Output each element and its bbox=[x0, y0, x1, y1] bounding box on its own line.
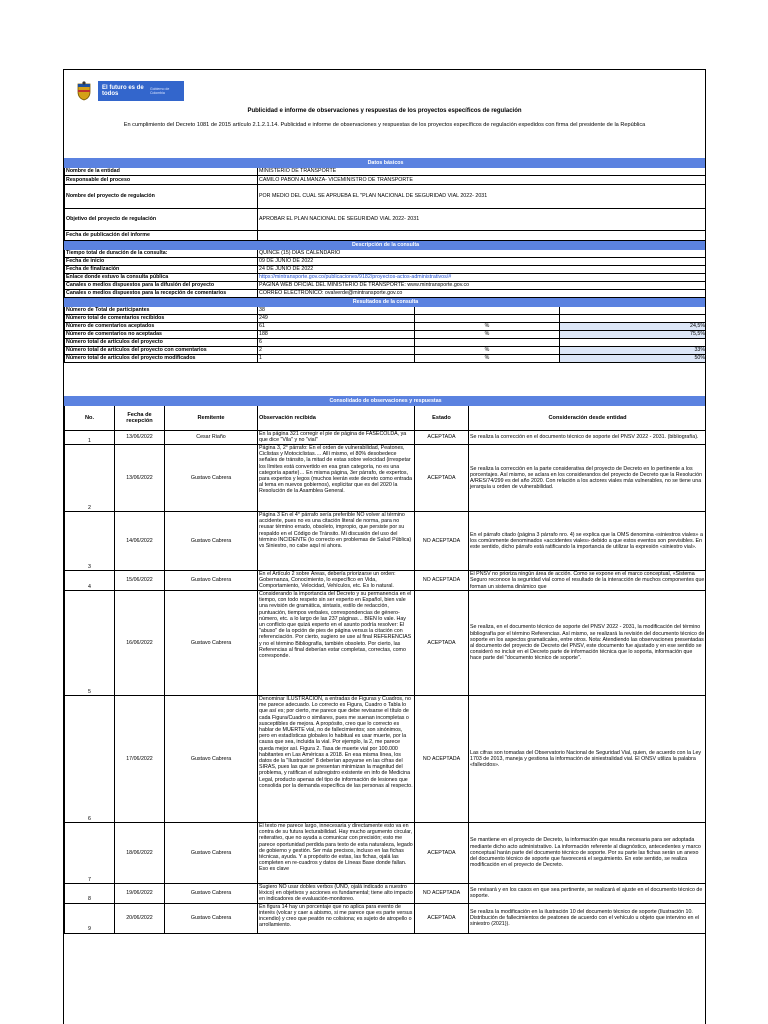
table-row bbox=[65, 884, 707, 904]
row-status: NO ACEPTADA bbox=[415, 696, 469, 823]
info-row bbox=[65, 266, 707, 274]
info-row bbox=[65, 231, 707, 241]
row-observation: Denominar ILUSTRACIÓN, a entradas de Figuras y Cuadros, no me parece adecuado. Lo correcto es Figura, Cuadro o Tabla lo que así es; por cierto, me parece que debe revisarse el título de cada Figura/Cuadro o similares, pues me suenan incompletas o susceptibles de mejora. A propósito, creo que lo correcto es hablar de MUERTE vial, no de fallecimientos; son sinónimos, pero en estadísticas globales lo habitual es usar muerte, por la causa que sea, incluida la vial. Por ejemplo, la 2, me parece queda mejor así. Figura 2. Tasa de muerte vial por 100.000 habitantes en Las Américas a 2018. En esa misma línea, los datos de la "Ilustración" 8 deberían apoyarse en las cifras del SIRAS, pues las que se presentan minimizan la magnitud del problema, y ratifican el subregistro existente en info de Medicina Legal, producto apenas del tipo de información de lesiones que consolida por la demanda específica de las personas al respecto. bbox=[258, 696, 415, 823]
row-sender: Gustavo Cabrera bbox=[165, 512, 258, 571]
field-label: Tiempo total de duración de la consulta: bbox=[65, 250, 258, 258]
row-date: 13/06/2022 bbox=[115, 445, 165, 512]
field-value bbox=[258, 231, 707, 241]
table-row bbox=[65, 823, 707, 884]
info-row bbox=[65, 176, 707, 185]
table-row bbox=[65, 591, 707, 696]
result-value: 6 bbox=[258, 339, 415, 347]
result-row bbox=[65, 339, 707, 347]
result-symbol: % bbox=[415, 355, 560, 363]
field-value: PÁGINA WEB OFICIAL DEL MINISTERIO DE TRANSPORTE: www.mintransporte.gov.co bbox=[258, 282, 707, 290]
info-row bbox=[65, 258, 707, 266]
row-sender: Gustavo Cabrera bbox=[165, 591, 258, 696]
result-row bbox=[65, 315, 707, 323]
observations-header bbox=[65, 406, 707, 431]
result-symbol: % bbox=[415, 331, 560, 339]
row-observation: Página 3 En el 4° párrafo sería preferible NO volver al término accidente, pues no es una citación literal de norma, para no reusar término errado, obsoleto, impropio, que persiste por su respaldo en el Código de Tránsito. Mi discusión del uso del término INCIDENTE (lo correcto en problemas de Salud Pública) vs Siniestro, no cabe aquí ni ahora. bbox=[258, 512, 415, 571]
row-consideration: Se realiza la corrección en el documento técnico de soporte del PNSV 2022 - 2031. (bibliografía). bbox=[469, 431, 707, 445]
row-status: NO ACEPTADA bbox=[415, 884, 469, 904]
field-label: Fecha de finalización bbox=[65, 266, 258, 274]
table-row bbox=[65, 512, 707, 571]
col-header-estado: Estado bbox=[415, 406, 469, 431]
row-consideration: Se revisará y en los casos en que sea pertinente, se realizará el ajuste en el documento técnico de soporte. bbox=[469, 884, 707, 904]
logo-banner bbox=[98, 81, 184, 101]
row-sender: Gustavo Cabrera bbox=[165, 903, 258, 933]
result-row bbox=[65, 331, 707, 339]
field-label: Nombre del proyecto de regulación bbox=[65, 185, 258, 209]
info-row bbox=[65, 209, 707, 231]
result-row bbox=[65, 323, 707, 331]
row-date: 14/06/2022 bbox=[115, 512, 165, 571]
field-value: 09 DE JUNIO DE 2022 bbox=[258, 258, 707, 266]
section-datos-basicos: Datos básicos bbox=[65, 159, 707, 168]
field-label: Objetivo del proyecto de regulación bbox=[65, 209, 258, 231]
report-sheet bbox=[63, 69, 706, 1024]
row-date: 17/06/2022 bbox=[115, 696, 165, 823]
row-number: 1 bbox=[65, 431, 115, 445]
info-row bbox=[65, 168, 707, 176]
table-row bbox=[65, 696, 707, 823]
result-percent bbox=[560, 339, 707, 347]
field-label: Enlace donde estuvo la consulta pública bbox=[65, 274, 258, 282]
col-header-no: No. bbox=[65, 406, 115, 431]
row-observation: En la página 321 corregir el pie de página de FASECOLDA, ya que dice "Vila" y no "vial" bbox=[258, 431, 415, 445]
col-header-remitente: Remitente bbox=[165, 406, 258, 431]
table-row bbox=[65, 903, 707, 933]
gov-logo bbox=[74, 80, 184, 102]
result-label: Número total de comentarios recibidos bbox=[65, 315, 258, 323]
result-percent bbox=[560, 315, 707, 323]
result-value: 61 bbox=[258, 323, 415, 331]
row-consideration: Se realiza la corrección en la parte considerativa del proyecto de Decreto en lo pertinente a los porcentajes. Así mismo, se aclara en los considerandos del proyecto de Decreto que la Resolución A/RES/74/299 es del año 2020. Con relación a los actores viales más vulnerables, no se tiene una jerarquía u orden de vulnerabilidad. bbox=[469, 445, 707, 512]
row-consideration: El PNSV no prioriza ningún área de acción. Como se expone en el marco conceptual, «Sistema Seguro reconoce la seguridad vial como el resultado de la interacción de muchos componentes que forman un sistema dinámico que bbox=[469, 571, 707, 591]
row-date: 16/06/2022 bbox=[115, 591, 165, 696]
col-header-fecha: Fecha de recepción bbox=[115, 406, 165, 431]
result-row bbox=[65, 355, 707, 363]
result-percent bbox=[560, 307, 707, 315]
info-row bbox=[65, 290, 707, 298]
info-row bbox=[65, 185, 707, 209]
result-label: Número total de artículos del proyecto con comentarios bbox=[65, 347, 258, 355]
row-status: ACEPTADA bbox=[415, 903, 469, 933]
result-symbol: % bbox=[415, 323, 560, 331]
row-observation: Considerando la importancia del Decreto y su permanencia en el tiempo, con todo respeto sin ser experto en Español, bien vale una revisión de gramática, sintaxis, estilo de redacción, puntuación, tiempos verbales, correspondencias de género-número, etc. a lo largo de las 237 páginas… BIEN lo vale. Hay un conflicto que quizá experto en el asunto podría resolver: El "abuso" de la opción de pies de página versus la citación con referenciación. Por cierto, sugiero se use al final REFERENCIAS y no el término Bibliografía, también obsoleto. Por cierto, las Referencias al final deberían estar completas, correctas, como corresponde. bbox=[258, 591, 415, 696]
row-number: 4 bbox=[65, 571, 115, 591]
row-consideration: Se mantiene en el proyecto de Decreto, la información que resulta necesaria para ser adoptada mediante dicho acto administrativo. La información referente al diagnóstico, antecedentes y marco conceptual harán parte del documento técnico de soporte. Por su parte las fichas serán un anexo del documento técnico de soporte que favorecerá el seguimiento. En este sentido, se realiza modificación en el proyecto de Decreto. bbox=[469, 823, 707, 884]
result-symbol: % bbox=[415, 347, 560, 355]
row-date: 18/06/2022 bbox=[115, 823, 165, 884]
row-observation: El texto me parece largo, innecesaria y directamente esto va en contra de su futura lecturabilidad. Hay mucho argumento circular, reiterativo, que no ayuda a comunicar con precisión; esto me parece oportunidad perdida para texto de esta naturaleza, legado de gobierno y gestión. Ser más precisos, incluso en las fichas técnicas, ayuda. Y a propósito de estas, las fichas, ojalá las completen en re-cuadros y datos de Líneas Base donde fallan. Eso es clave bbox=[258, 823, 415, 884]
result-symbol bbox=[415, 307, 560, 315]
result-label: Número de comentarios aceptados bbox=[65, 323, 258, 331]
row-sender: Gustavo Cabrera bbox=[165, 445, 258, 512]
result-value: 2 bbox=[258, 347, 415, 355]
row-consideration: En el párrafo citado (página 3 párrafo nro. 4) se explica que la OMS denomina «siniestros viales» a los comúnmente denominados «accidentes viales» debido a que estos eventos son previsibles. En este sentido, dicho párrafo está ratificando la importancia de utilizar la expresión «siniestro vial». bbox=[469, 512, 707, 571]
field-label: Canales o medios dispuestos para la recepción de comentarios bbox=[65, 290, 258, 298]
field-label: Responsable del proceso bbox=[65, 176, 258, 185]
result-value: 249 bbox=[258, 315, 415, 323]
result-label: Número total de artículos del proyecto bbox=[65, 339, 258, 347]
field-label: Canales o medios dispuestos para la difusión del proyecto bbox=[65, 282, 258, 290]
result-row bbox=[65, 307, 707, 315]
table-row bbox=[65, 445, 707, 512]
observations-table bbox=[64, 396, 706, 934]
result-row bbox=[65, 347, 707, 355]
logo-line2: Gobierno de Colombia bbox=[150, 87, 170, 95]
row-consideration: Las cifras son tomadas del Observatorio Nacional de Seguridad Vial, quien, de acuerdo con la Ley 1703 de 2013, maneja y gestiona la información de siniestralidad vial. El ONSV utiliza la palabra «fallecidos». bbox=[469, 696, 707, 823]
result-symbol bbox=[415, 339, 560, 347]
info-table bbox=[64, 158, 706, 363]
row-status: ACEPTADA bbox=[415, 431, 469, 445]
col-header-observacion: Observación recibida bbox=[258, 406, 415, 431]
info-row bbox=[65, 282, 707, 290]
field-value: MINISTERIO DE TRANSPORTE bbox=[258, 168, 707, 176]
row-consideration: Se realiza la modificación en la ilustración 10 del documento técnico de soporte (Ilustración 10. Distribución de fallecimientos de peatones de acuerdo con el vehículo u objeto que intervino en el siniestro (2021)). bbox=[469, 903, 707, 933]
row-consideration: Se realiza, en el documento técnico de soporte del PNSV 2022 - 2031, la modificación del término bibliografía por el término Referencias. Así mismo, se realizará la revisión del documento técnico de soporte en los aspectos gramaticales, entre otros. Nota: Atendiendo las observaciones presentadas al documento del proyecto de Decreto del PNSV, este documento fue ajustado y en ese sentido se consideró no incluir en el Decreto parte de información técnica que lo soporta, información que hace parte del "documento técnico de soporte". bbox=[469, 591, 707, 696]
row-status: ACEPTADA bbox=[415, 823, 469, 884]
row-number: 2 bbox=[65, 445, 115, 512]
field-value: POR MEDIO DEL CUAL SE APRUEBA EL "PLAN NACIONAL DE SEGURIDAD VIAL 2022- 2031 bbox=[258, 185, 707, 209]
row-number: 3 bbox=[65, 512, 115, 571]
row-number: 8 bbox=[65, 884, 115, 904]
row-date: 13/06/2022 bbox=[115, 431, 165, 445]
field-label: Fecha de inicio bbox=[65, 258, 258, 266]
row-status: ACEPTADA bbox=[415, 591, 469, 696]
field-value: CAMILO PABON ALMANZA- VICEMINISTRO DE TRANSPORTE bbox=[258, 176, 707, 185]
document-title: Publicidad e informe de observaciones y respuestas de los proyectos específicos de regulación bbox=[247, 108, 522, 114]
row-observation: En figura 14 hay un porcentaje que no aplica para evento de interés (volcar y caer a abismo, si me parece que es parte versus incendio) y creo que peatón no colisiona; es sujeto de atropello o arrollamiento. bbox=[258, 903, 415, 933]
section-descripcion: Descripción de la consulta bbox=[65, 241, 707, 250]
coat-of-arms-icon bbox=[74, 80, 94, 102]
result-value: 188 bbox=[258, 331, 415, 339]
section-consolidado: Consolidado de observaciones y respuestas bbox=[65, 397, 707, 406]
field-label: Fecha de publicación del informe bbox=[65, 231, 258, 241]
result-value: 1 bbox=[258, 355, 415, 363]
result-percent: 75,5% bbox=[560, 331, 707, 339]
field-label: Nombre de la entidad bbox=[65, 168, 258, 176]
result-symbol bbox=[415, 315, 560, 323]
row-sender: Cesar Riaño bbox=[165, 431, 258, 445]
consultation-link[interactable]: https://mintransporte.gov.co/publicaciones/9182/proyectos-actos-administrativos/# bbox=[258, 274, 707, 282]
result-percent: 50% bbox=[560, 355, 707, 363]
logo-line1: El futuro es de todos bbox=[102, 85, 144, 97]
table-row bbox=[65, 571, 707, 591]
info-row bbox=[65, 274, 707, 282]
table-row bbox=[65, 431, 707, 445]
result-label: Número de Total de participantes bbox=[65, 307, 258, 315]
result-percent: 24,5% bbox=[560, 323, 707, 331]
row-sender: Gustavo Cabrera bbox=[165, 884, 258, 904]
row-number: 9 bbox=[65, 903, 115, 933]
row-number: 6 bbox=[65, 696, 115, 823]
field-value: 24 DE JUNIO DE 2022 bbox=[258, 266, 707, 274]
row-observation: Sugiero NO usar dobles verbos (UNO, ojalá indicado a nuestro léxico) en objetivos y acciones es fundamental; tiene alto impacto en indicadores de evaluación-monitoreo. bbox=[259, 884, 413, 903]
row-observation: Página 3, 2° párrafo: En el orden de vulnerabilidad, Peatones, Ciclistas y Motociclistas…. Allí mismo, el 80% desobedece señales de tránsito, la mitad de estas sobre velocidad (irrespetar los límites está convertido en esa gran categoría, no es una categoría aparte)… En misma página, 3er párrafo, de expertos, para expertos y legos (muchos leerán este decreto como entrada al tema en nuevos gobiernos), explicitar que es del 2020 la Resolución de la Asamblea General. bbox=[258, 445, 415, 512]
row-date: 19/06/2022 bbox=[115, 884, 165, 904]
row-number: 5 bbox=[65, 591, 115, 696]
row-date: 20/06/2022 bbox=[115, 903, 165, 933]
result-value: 38 bbox=[258, 307, 415, 315]
row-status: NO ACEPTADA bbox=[415, 571, 469, 591]
row-status: NO ACEPTADA bbox=[415, 512, 469, 571]
row-sender: Gustavo Cabrera bbox=[165, 696, 258, 823]
document-subtitle: En cumplimiento del Decreto 1081 de 2015 artículo 2.1.2.1.14. Publicidad e informe de observaciones y respuestas de los proyectos específicos de regulación expedidos con firma del presidente de la República bbox=[123, 122, 646, 128]
field-value: CORREO ELECTRÓNICO: ovalverde@mintransporte.gov.co bbox=[258, 290, 707, 298]
info-row bbox=[65, 250, 707, 258]
result-label: Número total de artículos del proyecto modificados bbox=[65, 355, 258, 363]
row-sender: Gustavo Cabrera bbox=[165, 571, 258, 591]
row-status: ACEPTADA bbox=[415, 445, 469, 512]
row-date: 15/06/2022 bbox=[115, 571, 165, 591]
col-header-consideracion: Consideración desde entidad bbox=[469, 406, 707, 431]
result-label: Número de comentarios no aceptadas bbox=[65, 331, 258, 339]
row-observation: En el Artículo 2 sobre Áreas, debería priorizarse un orden: Gobernanza, Conocimiento, lo específico en Vida, Comportamiento, Velocidad, Vehículos, etc. Es lo natural. bbox=[258, 571, 415, 591]
field-value: APROBAR EL PLAN NACIONAL DE SEGURIDAD VIAL 2022- 2031 bbox=[258, 209, 707, 231]
result-percent: 33% bbox=[560, 347, 707, 355]
row-sender: Gustavo Cabrera bbox=[165, 823, 258, 884]
row-number: 7 bbox=[65, 823, 115, 884]
field-value: QUINCE (15) DÍAS CALENDARIO bbox=[258, 250, 707, 258]
section-resultados: Resultados de la consulta bbox=[65, 298, 707, 307]
